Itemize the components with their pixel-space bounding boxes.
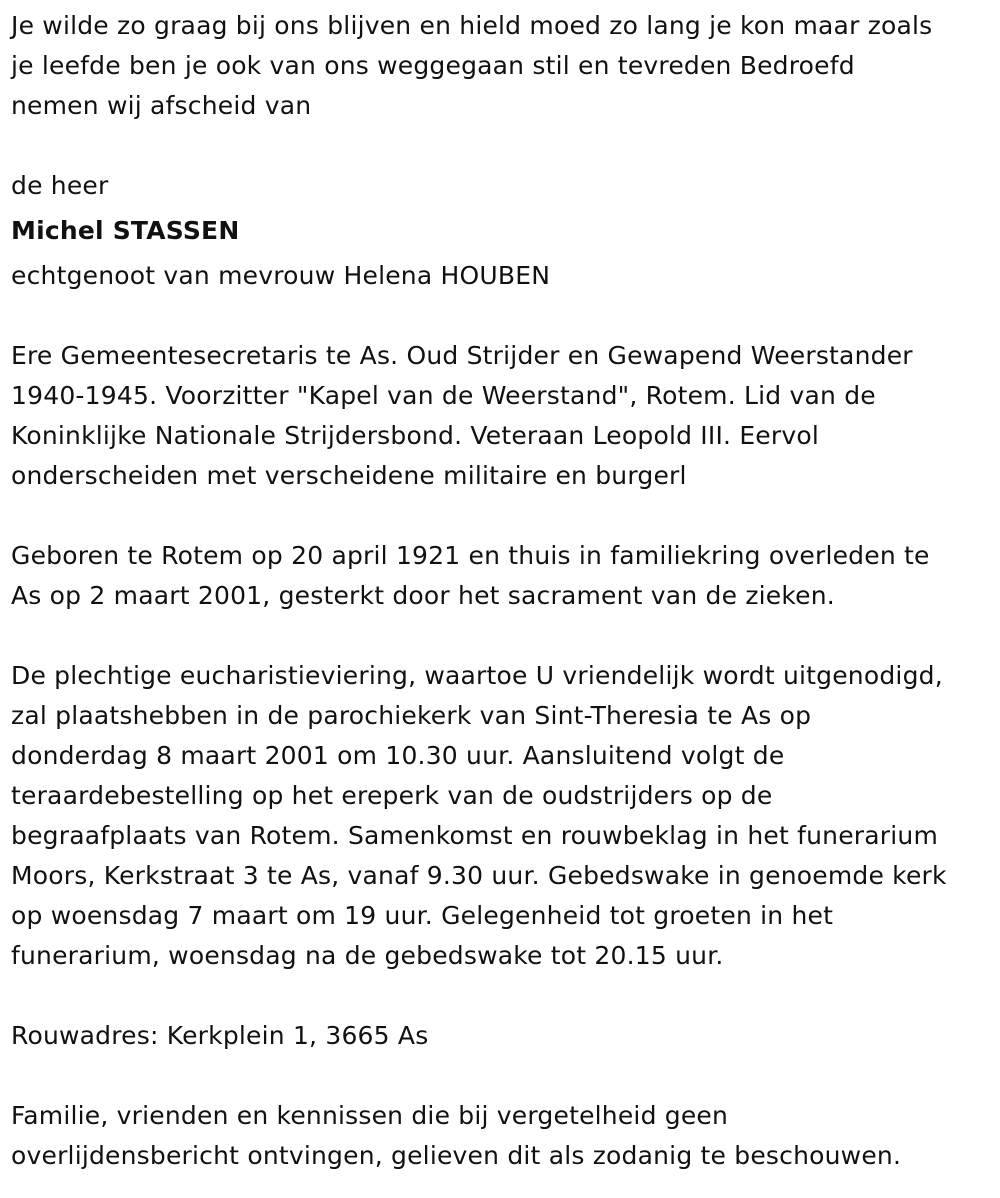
closing-line: Familie, vrienden en kennissen die bij vergetelheid geen [11, 1101, 729, 1130]
intro-line: je leefde ben je ook van ons weggegaan stil en tevreden Bedroefd [11, 51, 855, 80]
ceremony-line: donderdag 8 maart 2001 om 10.30 uur. Aansluitend volgt de [11, 741, 785, 770]
birth-death-line: Geboren te Rotem op 20 april 1921 en thuis in familiekring overleden te [11, 541, 930, 570]
ceremony-paragraph [11, 656, 990, 976]
paragraph-gap [11, 126, 990, 166]
intro-paragraph [11, 6, 990, 126]
paragraph-gap [11, 616, 990, 656]
ceremony-line: op woensdag 7 maart om 19 uur. Gelegenheid tot groeten in het [11, 901, 834, 930]
ceremony-line: De plechtige eucharistieviering, waartoe U vriendelijk wordt uitgenodigd, [11, 661, 943, 690]
honors-line: onderscheiden met verscheidene militaire en burgerl [11, 461, 687, 490]
closing-paragraph [11, 1096, 990, 1176]
paragraph-gap [11, 496, 990, 536]
ceremony-line: Moors, Kerkstraat 3 te As, vanaf 9.30 uur. Gebedswake in genoemde kerk [11, 861, 947, 890]
paragraph-gap [11, 976, 990, 1016]
ceremony-line: begraafplaats van Rotem. Samenkomst en rouwbeklag in het funerarium [11, 821, 939, 850]
paragraph-gap [11, 1056, 990, 1096]
deceased-block [11, 166, 990, 296]
ceremony-line: zal plaatshebben in de parochiekerk van Sint-Theresia te As op [11, 701, 812, 730]
address-paragraph [11, 1016, 990, 1056]
honors-line: 1940-1945. Voorzitter "Kapel van de Weerstand", Rotem. Lid van de [11, 381, 876, 410]
deceased-name: Michel STASSEN [11, 216, 240, 245]
birth-death-line: As op 2 maart 2001, gesterkt door het sacrament van de zieken. [11, 581, 835, 610]
honorific: de heer [11, 171, 109, 200]
ceremony-line: funerarium, woensdag na de gebedswake tot 20.15 uur. [11, 941, 724, 970]
intro-line: nemen wij afscheid van [11, 91, 312, 120]
honors-line: Koninklijke Nationale Strijdersbond. Veteraan Leopold III. Eervol [11, 421, 820, 450]
intro-line: Je wilde zo graag bij ons blijven en hield moed zo lang je kon maar zoals [11, 11, 933, 40]
honors-paragraph [11, 336, 990, 496]
ceremony-line: teraardebestelling op het ereperk van de oudstrijders op de [11, 781, 773, 810]
honors-line: Ere Gemeentesecretaris te As. Oud Strijder en Gewapend Weerstander [11, 341, 913, 370]
mourning-address: Rouwadres: Kerkplein 1, 3665 As [11, 1021, 429, 1050]
paragraph-gap [11, 296, 990, 336]
spouse-line: echtgenoot van mevrouw Helena HOUBEN [11, 261, 551, 290]
birth-death-paragraph [11, 536, 990, 616]
closing-line: overlijdensbericht ontvingen, gelieven dit als zodanig te beschouwen. [11, 1141, 902, 1170]
